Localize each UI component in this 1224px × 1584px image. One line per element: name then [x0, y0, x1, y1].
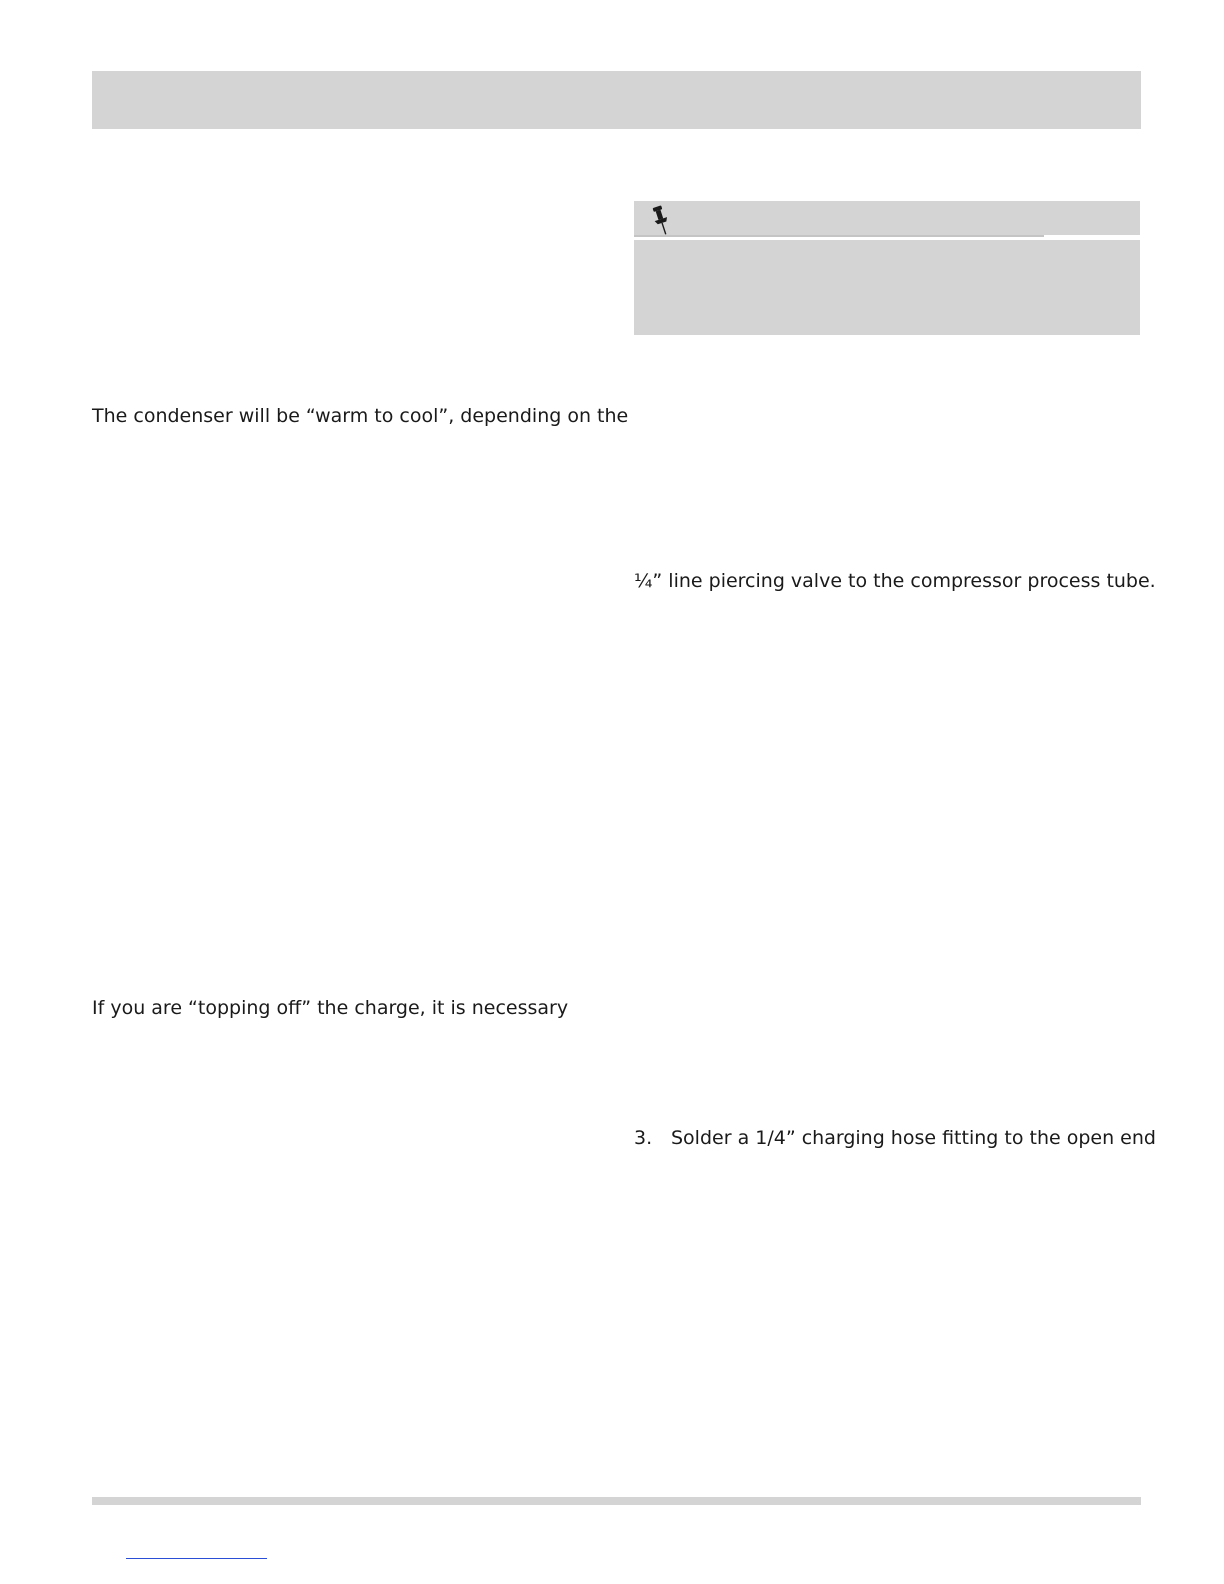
topping-off-paragraph: If you are “topping off” the charge, it is necessary — [92, 997, 569, 1019]
footer-link[interactable] — [126, 1558, 267, 1559]
note-body — [634, 240, 1140, 335]
piercing-valve-paragraph: ¼” line piercing valve to the compressor process tube. — [634, 570, 1156, 592]
pushpin-icon — [650, 204, 672, 236]
note-title-underline — [634, 235, 1044, 237]
note-title-bar — [634, 201, 1140, 235]
list-item-text: Solder a 1/4” charging hose fitting to the open end — [671, 1127, 1156, 1149]
footer-rule — [92, 1497, 1141, 1505]
condenser-paragraph: The condenser will be “warm to cool”, depending on the — [92, 405, 629, 427]
list-item — [634, 1126, 1156, 1150]
header-band — [92, 71, 1141, 129]
list-item-number: 3. — [634, 1127, 653, 1149]
